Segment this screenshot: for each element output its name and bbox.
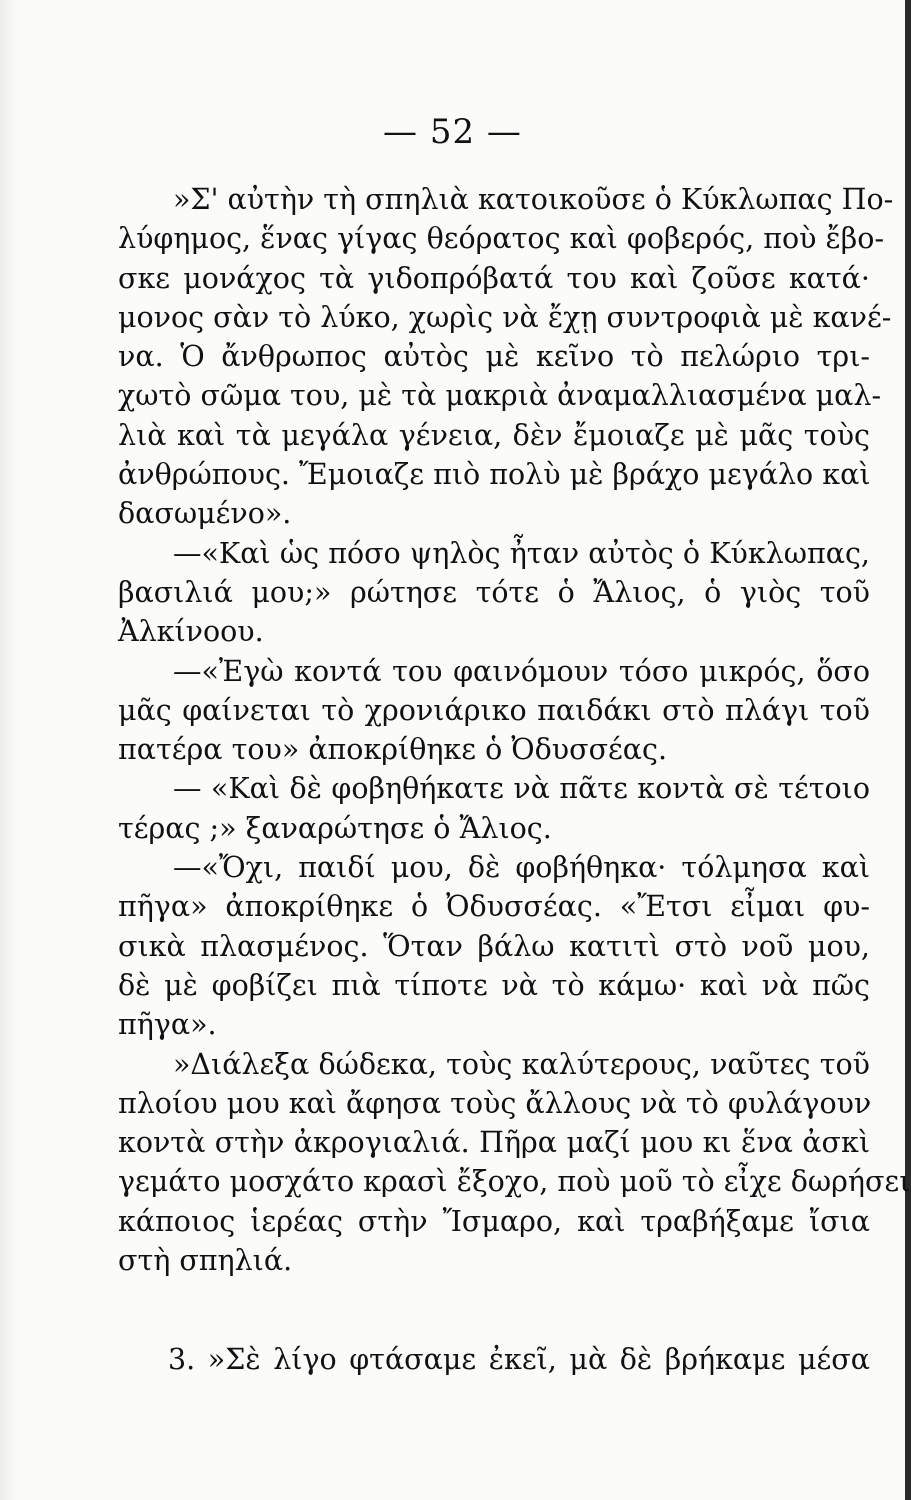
text-line: 3. »Σὲ λίγο φτάσαμε ἐκεῖ, μὰ δὲ βρήκαμε μέσα bbox=[168, 1343, 870, 1376]
text-line: χωτὸ σῶμα του, μὲ τὰ μακριὰ ἀναμαλλιασμένα μαλ- bbox=[118, 379, 882, 413]
text-line: —«Καὶ ὡς πόσο ψηλὸς ἦταν αὐτὸς ὁ Κύκλωπας, bbox=[173, 536, 870, 570]
text-line: πλοίου μου καὶ ἄφησα τοὺς ἄλλους νὰ τὸ φυλάγουν bbox=[118, 1086, 872, 1120]
text-line: μονος σὰν τὸ λύκο, χωρὶς νὰ ἔχῃ συντροφιὰ μὲ κανέ- bbox=[118, 300, 892, 334]
text-line: πῆγα». bbox=[118, 1008, 217, 1042]
text-line: κάποιος ἱερέας στὴν Ἴσμαρο, καὶ τραβήξαμε ἴσια bbox=[118, 1204, 870, 1238]
text-line: δὲ μὲ φοβίζει πιὰ τίποτε νὰ τὸ κάμω· καὶ νὰ πῶς bbox=[118, 968, 870, 1002]
text-line: Ἀλκίνοου. bbox=[118, 615, 264, 649]
text-line: »Σ' αὐτὴν τὴ σπηλιὰ κατοικοῦσε ὁ Κύκλωπας Πο- bbox=[173, 183, 894, 216]
text-line: »Διάλεξα δώδεκα, τοὺς καλύτερους, ναῦτες τοῦ bbox=[173, 1047, 870, 1081]
text-line: ἀνθρώπους. Ἔμοιαζε πιὸ πολὺ μὲ βράχο μεγάλο καὶ bbox=[118, 458, 871, 492]
text-line: γεμάτο μοσχάτο κρασὶ ἔξοχο, ποὺ μοῦ τὸ εἶχε δωρήσει bbox=[118, 1165, 911, 1199]
text-line: πατέρα του» ἀποκρίθηκε ὁ Ὀδυσσέας. bbox=[118, 733, 668, 767]
page-number: — 52 — bbox=[383, 112, 522, 152]
text-line: —«Ἐγὼ κοντά του φαινόμουν τόσο μικρός, ὅσο bbox=[173, 654, 870, 688]
text-line: —«Ὄχι, παιδί μου, δὲ φοβήθηκα· τόλμησα καὶ bbox=[173, 851, 870, 885]
text-line: βασιλιά μου;» ρώτησε τότε ὁ Ἄλιος, ὁ γιὸς τοῦ bbox=[118, 575, 870, 609]
text-line: κοντὰ στὴν ἀκρογιαλιά. Πῆρα μαζί μου κι ἕνα ἀσκὶ bbox=[118, 1126, 870, 1160]
text-line: σικὰ πλασμένος. Ὅταν βάλω κατιτὶ στὸ νοῦ μου, bbox=[118, 929, 870, 963]
text-line: σκε μονάχος τὰ γιδοπρόβατά του καὶ ζοῦσε κατά· bbox=[118, 261, 870, 295]
text-line: στὴ σπηλιά. bbox=[118, 1244, 293, 1278]
text-line: να. Ὁ ἄνθρωπος αὐτὸς μὲ κεῖνο τὸ πελώριο τρι- bbox=[118, 340, 870, 374]
text-line: λιὰ καὶ τὰ μεγάλα γένεια, δὲν ἔμοιαζε μὲ μᾶς τοὺς bbox=[118, 418, 870, 452]
text-line: — «Καὶ δὲ φοβηθήκατε νὰ πᾶτε κοντὰ σὲ τέτοιο bbox=[173, 772, 870, 806]
text-line: πῆγα» ἀποκρίθηκε ὁ Ὀδυσσέας. «Ἔτσι εἶμαι φυ- bbox=[118, 890, 870, 924]
section-3-opening bbox=[168, 1340, 870, 1379]
body-text bbox=[118, 180, 911, 1280]
text-line: τέρας ;» ξαναρώτησε ὁ Ἄλιος. bbox=[118, 811, 552, 845]
text-line: λύφημος, ἕνας γίγας θεόρατος καὶ φοβερός, ποὺ ἔβο- bbox=[118, 222, 885, 256]
text-line: μᾶς φαίνεται τὸ χρονιάρικο παιδάκι στὸ πλάγι τοῦ bbox=[118, 693, 870, 727]
text-line: δασωμένο». bbox=[118, 497, 292, 531]
